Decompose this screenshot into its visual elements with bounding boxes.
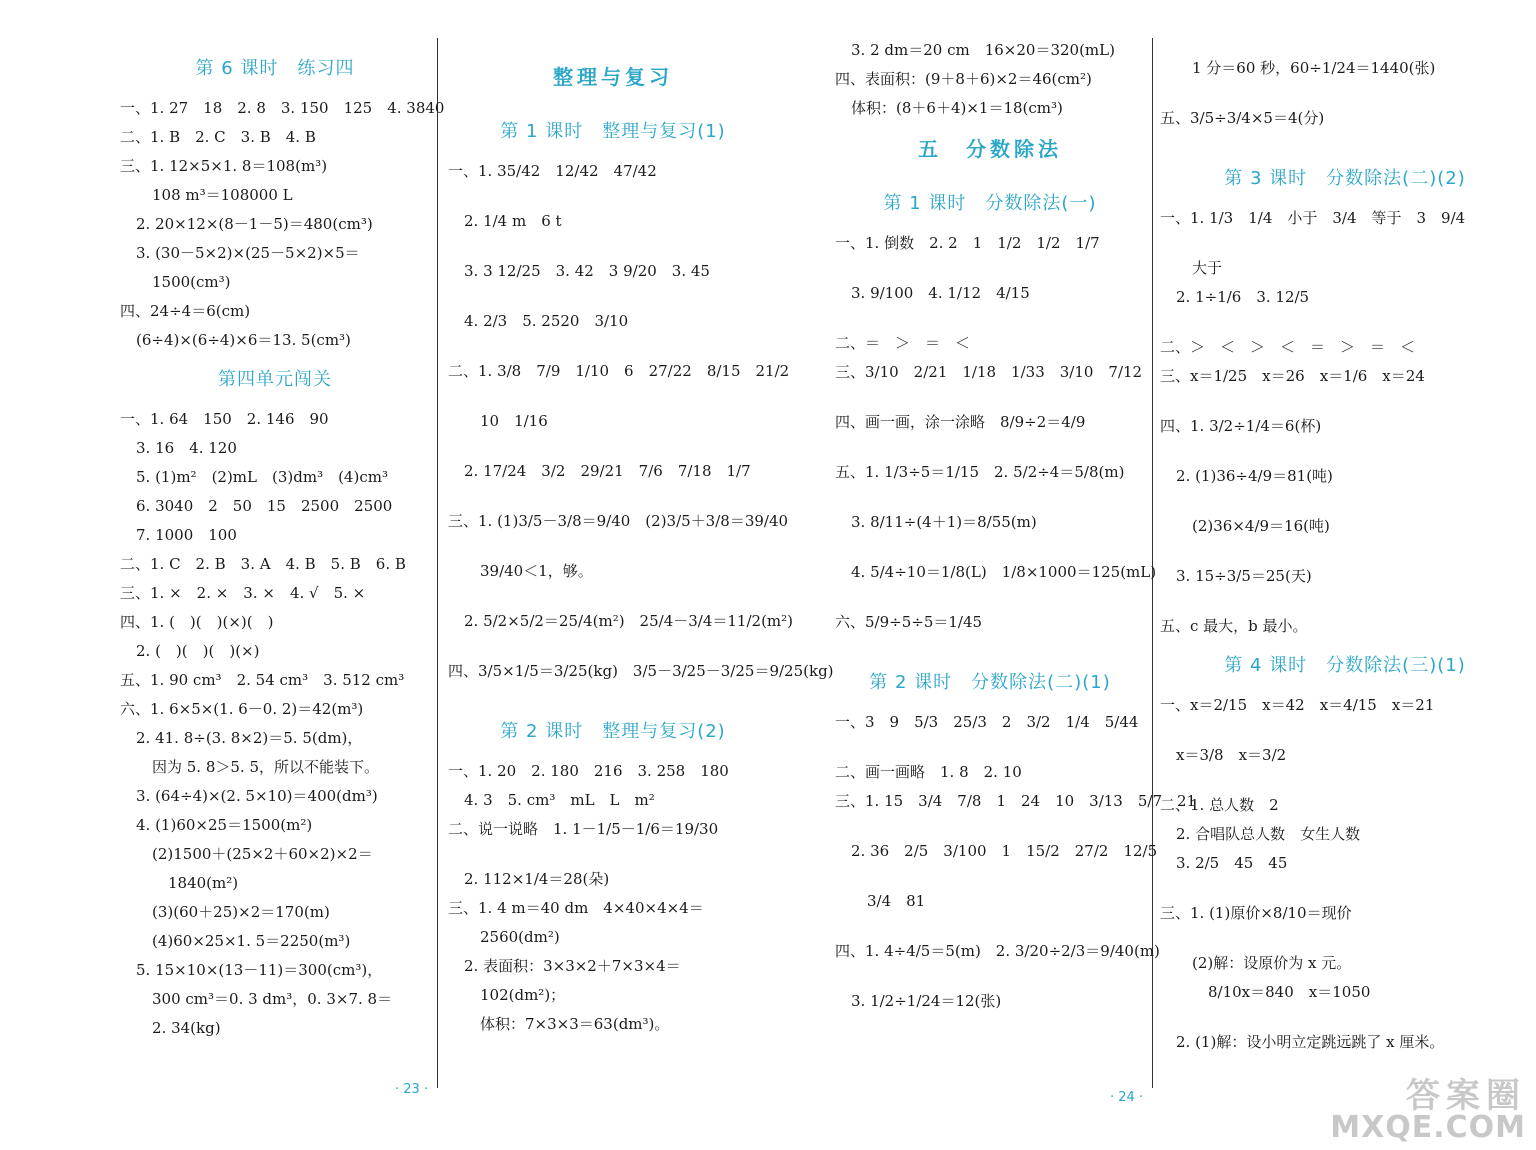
column-4 (1160, 0, 1530, 1150)
answer-line: 三、3/10 2/21 1/18 1/33 3/10 7/12 (835, 363, 1143, 381)
answer-line: 四、表面积：(9＋8＋6)×2＝46(cm²) (835, 70, 1092, 88)
answer-line: 二、1. B 2. C 3. B 4. B (120, 128, 316, 146)
answer-line: 五、1. 90 cm³ 2. 54 cm³ 3. 512 cm³ (120, 671, 405, 689)
answer-line: 1840(m²) (168, 874, 239, 892)
answer-line: (4)60×25×1. 5＝2250(m³) (152, 932, 351, 950)
answer-line: 2. 41. 8÷(3. 8×2)＝5. 5(dm)， (136, 729, 363, 747)
answer-line: 五、1. 1/3÷5＝1/15 2. 5/2÷4＝5/8(m) (835, 463, 1125, 481)
page-number-right: · 24 · (1110, 1090, 1144, 1105)
answer-line: 二、1. 3/8 7/9 1/10 6 27/22 8/15 21/2 (448, 362, 790, 380)
answer-line: 2. 20×12×(8－1－5)＝480(cm³) (136, 215, 373, 233)
answer-line: (6÷4)×(6÷4)×6＝13. 5(cm³) (136, 331, 351, 349)
answer-line: 2560(dm²) (480, 928, 560, 946)
answer-line: 2. 1/4 m 6 t (464, 212, 562, 230)
answer-line: 2. 34(kg) (152, 1019, 221, 1037)
answer-line: 3. (64÷4)×(2. 5×10)＝400(dm³) (136, 787, 378, 805)
answer-line: 3. 1/2÷1/24＝12(张) (851, 992, 1002, 1010)
answer-line: 一、1. 倒数 2. 2 1 1/2 1/2 1/7 (835, 234, 1100, 252)
answer-line: 三、1. 15 3/4 7/8 1 24 10 3/13 5/7 21 (835, 792, 1197, 810)
answer-line: (3)(60＋25)×2＝170(m) (152, 903, 330, 921)
answer-line: 三、1. 12×5×1. 8＝108(m³) (120, 157, 328, 175)
watermark-line1: 答案圈 (1406, 1076, 1526, 1116)
answer-line: 五、3/5÷3/4×5＝4(分) (1160, 109, 1325, 127)
answer-line: 二、＞ ＜ ＞ ＜ ＝ ＞ ＝ ＜ (1160, 338, 1416, 356)
lesson-heading: 第 2 课时 整理与复习(2) (500, 721, 726, 742)
answer-line: 102(dm²)； (480, 986, 566, 1004)
answer-line: 7. 1000 100 (136, 526, 237, 544)
lesson-heading: 第四单元闯关 (218, 369, 332, 390)
answer-line: 10 1/16 (480, 412, 548, 430)
answer-line: 四、3/5×1/5＝3/25(kg) 3/5－3/25－3/25＝9/25(kg) (448, 662, 834, 680)
answer-line: 2. 17/24 3/2 29/21 7/6 7/18 1/7 (464, 462, 751, 480)
answer-line: 三、1. (1)原价×8/10＝现价 (1160, 904, 1352, 922)
answer-line: 2. 112×1/4＝28(朵) (464, 870, 610, 888)
answer-line: 3. 2 dm＝20 cm 16×20＝320(mL) (851, 41, 1115, 59)
answer-line: 3. 2/5 45 45 (1176, 854, 1288, 872)
answer-line: 4. 5/4÷10＝1/8(L) 1/8×1000＝125(mL) (851, 563, 1157, 581)
answer-line: 4. (1)60×25＝1500(m²) (136, 816, 313, 834)
lesson-heading: 第 6 课时 练习四 (195, 58, 355, 79)
answer-line: 3. 8/11÷(4＋1)＝8/55(m) (851, 513, 1037, 531)
column-1 (120, 0, 445, 1150)
answer-line: 一、1. 1/3 1/4 小于 3/4 等于 3 9/4 (1160, 209, 1466, 227)
answer-line: 四、1. 4÷4/5＝5(m) 2. 3/20÷2/3＝9/40(m) (835, 942, 1160, 960)
answer-line: 6. 3040 2 50 15 2500 2500 (136, 497, 393, 515)
answer-line: 2. (1)解：设小明立定跳远跳了 x 厘米。 (1176, 1033, 1445, 1051)
answer-line: (2)1500＋(25×2＋60×2)×2＝ (152, 845, 373, 863)
answer-line: 39/40＜1，够。 (480, 562, 593, 580)
answer-line: 108 m³＝108000 L (152, 186, 293, 204)
answer-line: 3. 15÷3/5＝25(天) (1176, 567, 1312, 585)
answer-line: 体积：(8＋6＋4)×1＝18(cm³) (851, 99, 1063, 117)
answer-line: 3/4 81 (867, 892, 926, 910)
answer-line: 二、1. C 2. B 3. A 4. B 5. B 6. B (120, 555, 406, 573)
answer-line: x＝3/8 x＝3/2 (1176, 746, 1287, 764)
answer-line: 二、1. 总人数 2 (1160, 796, 1279, 814)
answer-line: 三、1. × 2. × 3. × 4. √ 5. × (120, 584, 366, 602)
answer-line: 2. (1)36÷4/9＝81(吨) (1176, 467, 1333, 485)
answer-line: 三、1. 4 m＝40 dm 4×40×4×4＝ (448, 899, 704, 917)
answer-line: 二、说一说略 1. 1－1/5－1/6＝19/30 (448, 820, 719, 838)
answer-line: 2. 5/2×5/2＝25/4(m²) 25/4－3/4＝11/2(m²) (464, 612, 794, 630)
answer-line: 4. 3 5. cm³ mL L m² (464, 791, 655, 809)
answer-line: 一、1. 64 150 2. 146 90 (120, 410, 329, 428)
answer-line: 2. ( )( )( )(×) (136, 642, 260, 660)
column-divider-1 (437, 38, 438, 1088)
answer-line: 3. 3 12/25 3. 42 3 9/20 3. 45 (464, 262, 710, 280)
answer-line: 体积：7×3×3＝63(dm³)。 (480, 1015, 670, 1033)
answer-line: 六、5/9÷5÷5＝1/45 (835, 613, 983, 631)
column-3 (835, 0, 1197, 1150)
answer-line: 3. (30－5×2)×(25－5×2)×5＝ (136, 244, 360, 262)
answer-line: 2. 表面积：3×3×2＋7×3×4＝ (464, 957, 681, 975)
answer-line: 5. (1)m² (2)mL (3)dm³ (4)cm³ (136, 468, 388, 486)
answer-line: 3. 9/100 4. 1/12 4/15 (851, 284, 1030, 302)
answer-line: 2. 合唱队总人数 女生人数 (1176, 825, 1361, 843)
answer-line: 一、1. 27 18 2. 8 3. 150 125 4. 3840 (120, 99, 445, 117)
lesson-heading: 第 4 课时 分数除法(三)(1) (1224, 655, 1466, 676)
answer-line: 大于 (1192, 259, 1223, 277)
answer-line: 1500(cm³) (152, 273, 231, 291)
section-title: 五 分数除法 (918, 137, 1062, 161)
answer-line: 1 分＝60 秒，60÷1/24＝1440(张) (1192, 59, 1436, 77)
answer-line: 3. 16 4. 120 (136, 439, 237, 457)
answer-line: 四、画一画，涂一涂略 8/9÷2＝4/9 (835, 413, 1086, 431)
watermark-logo (1330, 1076, 1526, 1145)
answer-line: 六、1. 6×5×(1. 6－0. 2)＝42(m³) (120, 700, 364, 718)
section-title: 整理与复习 (553, 65, 673, 89)
answer-line: 二、画一画略 1. 8 2. 10 (835, 763, 1022, 781)
answer-line: 四、1. 3/2÷1/4＝6(杯) (1160, 417, 1322, 435)
answer-line: 300 cm³＝0. 3 dm³，0. 3×7. 8＝ (152, 990, 393, 1008)
answer-line: 4. 2/3 5. 2520 3/10 (464, 312, 629, 330)
answer-line: 2. 36 2/5 3/100 1 15/2 27/2 12/5 (851, 842, 1158, 860)
answer-line: 四、1. ( )( )(×)( ) (120, 613, 274, 631)
answer-line: 三、x＝1/25 x＝26 x＝1/6 x＝24 (1160, 367, 1425, 385)
answer-line: 一、1. 35/42 12/42 47/42 (448, 162, 657, 180)
answer-line: 三、1. (1)3/5－3/8＝9/40 (2)3/5＋3/8＝39/40 (448, 512, 789, 530)
column-2 (448, 0, 834, 1150)
answer-line: 一、x＝2/15 x＝42 x＝4/15 x＝21 (1160, 696, 1435, 714)
lesson-heading: 第 2 课时 分数除法(二)(1) (869, 672, 1111, 693)
lesson-heading: 第 1 课时 分数除法(一) (883, 193, 1097, 214)
lesson-heading: 第 3 课时 分数除法(二)(2) (1224, 168, 1466, 189)
answer-line: 8/10x＝840 x＝1050 (1208, 983, 1371, 1001)
page-number-left: · 23 · (395, 1082, 429, 1097)
answer-line: 一、1. 20 2. 180 216 3. 258 180 (448, 762, 729, 780)
answer-line: 五、c 最大，b 最小。 (1160, 617, 1308, 635)
watermark-line2: MXQE.COM (1330, 1110, 1526, 1145)
answer-line: 2. 1÷1/6 3. 12/5 (1176, 288, 1310, 306)
lesson-heading: 第 1 课时 整理与复习(1) (500, 121, 726, 142)
answer-line: 四、24÷4＝6(cm) (120, 302, 251, 320)
answer-line: 5. 15×10×(13－11)＝300(cm³)， (136, 961, 383, 979)
answer-line: 二、＝ ＞ ＝ ＜ (835, 334, 971, 352)
answer-line: 一、3 9 5/3 25/3 2 3/2 1/4 5/44 (835, 713, 1139, 731)
answer-line: (2)36×4/9＝16(吨) (1192, 517, 1330, 535)
answer-line: (2)解：设原价为 x 元。 (1192, 954, 1352, 972)
answer-line: 因为 5. 8＞5. 5，所以不能装下。 (152, 758, 380, 776)
